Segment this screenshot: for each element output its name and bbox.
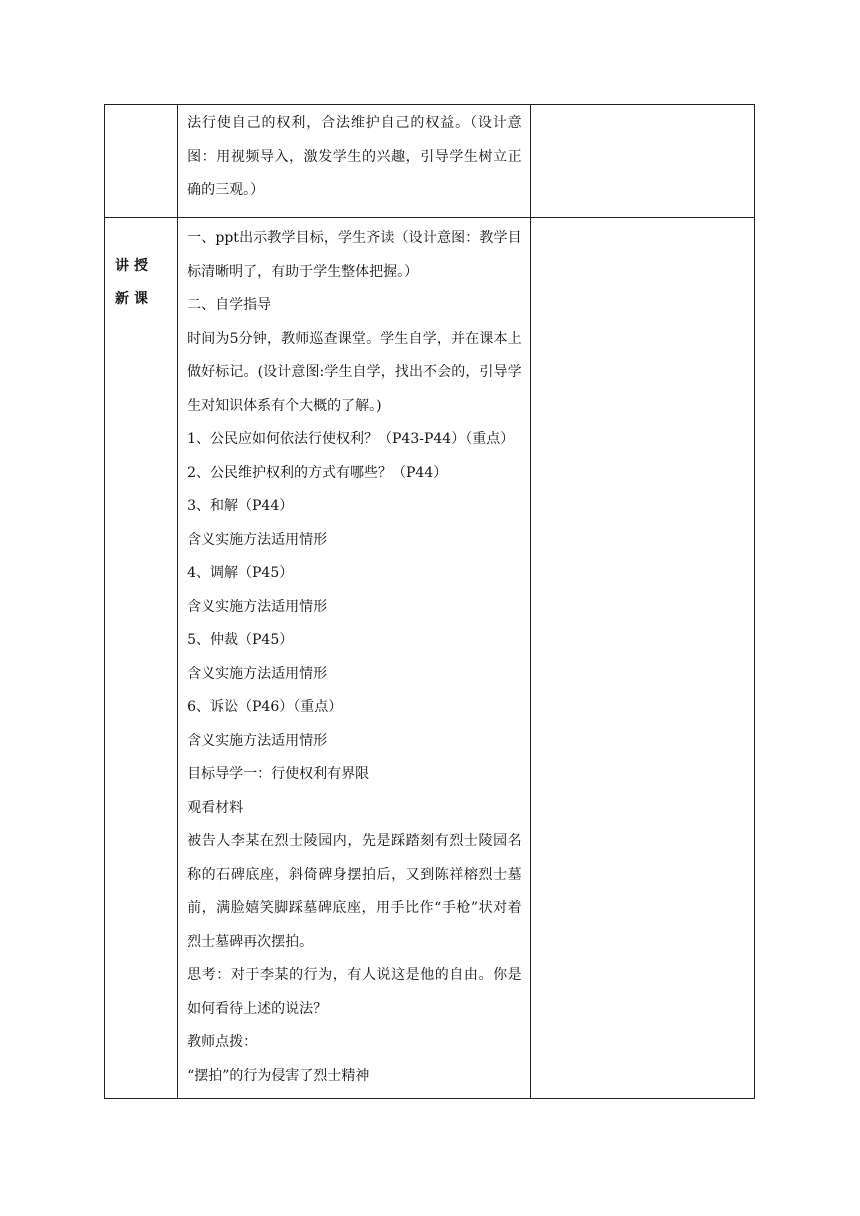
content-paragraph: 时间为5分钟，教师巡查课堂。学生自学，并在课本上做好标记。(设计意图:学生自学，找出不会的，引导学生对知识体系有个大概的了解。) [187,330,522,414]
content-paragraph: 2、公民维护权利的方式有哪些？（P44） [187,464,448,481]
table-row [105,105,755,218]
content-paragraph: 被告人李某在烈士陵园内，先是踩踏刻有烈士陵园名称的石碑底座，斜倚碑身摆拍后，又到陈祥榕烈士墓前，满脸嬉笑脚踩墓碑底座，用手比作“手枪”状对着烈士墓碑再次摆拍。 [187,833,522,950]
lesson-plan-table [104,104,755,1099]
notes-cell [530,218,754,1099]
stage-label: 讲授新课 [115,258,153,307]
content-paragraph: 5、仲裁（P45） [187,632,294,648]
content-paragraph: 3、和解（P44） [187,498,294,514]
table-row [105,218,755,1099]
content-paragraph: 目标导学一：行使权利有界限 [187,766,370,782]
stage-label-cell [105,105,178,218]
content-paragraph: 1、公民应如何依法行使权利？（P43-P44）（重点） [187,431,515,447]
content-paragraph: 法行使自己的权利，合法维护自己的权益。（设计意图：用视频导入，激发学生的兴趣，引导学生树立正确的三观。） [187,115,522,198]
content-cell [178,218,531,1099]
notes-cell [530,105,754,218]
content-paragraph: 4、调解（P45） [187,565,294,581]
content-cell [178,105,531,218]
content-paragraph: 含义实施方法适用情形 [187,732,328,749]
content-paragraph: “摆拍”的行为侵害了烈士精神 [187,1067,370,1084]
content-paragraph: 含义实施方法适用情形 [187,598,328,615]
content-paragraph: 观看材料 [187,799,244,816]
content-paragraph: 一、ppt出示教学目标，学生齐读（设计意图：教学目标清晰明了，有助于学生整体把握。） [187,230,522,280]
content-paragraph: 含义实施方法适用情形 [187,665,328,682]
content-paragraph: 教师点拨： [187,1034,258,1050]
stage-label [105,105,177,137]
content-paragraph: 6、诉讼（P46）（重点） [187,699,343,715]
stage-label-cell [105,218,178,1099]
content-paragraph: 思考：对于李某的行为，有人说这是他的自由。你是如何看待上述的说法？ [187,967,522,1017]
content-paragraph: 含义实施方法适用情形 [187,531,328,548]
content-paragraph: 二、自学指导 [187,297,272,313]
